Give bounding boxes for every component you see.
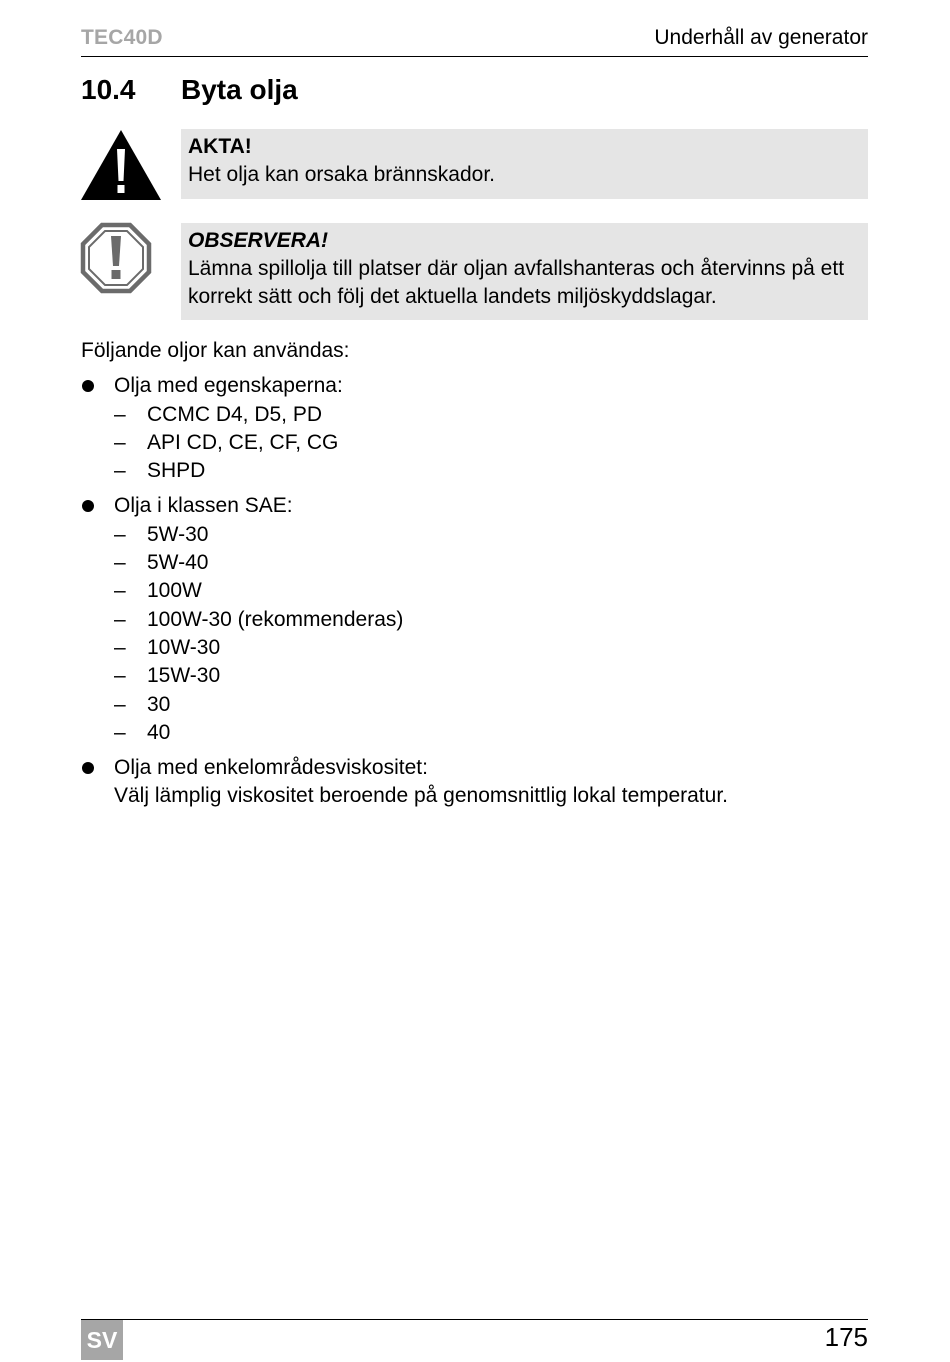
header-model: TEC40D <box>81 26 163 49</box>
warning-triangle-icon <box>80 129 162 201</box>
list-item <box>114 549 868 577</box>
warning-heading: AKTA! <box>188 135 252 158</box>
footer-divider <box>81 1319 868 1320</box>
list-item <box>114 577 868 605</box>
dash-mark: – <box>114 607 126 631</box>
list-item-text: 15W-30 <box>147 664 221 688</box>
list-item <box>114 662 868 690</box>
list-item-text: 30 <box>147 692 171 716</box>
list-item <box>114 606 868 634</box>
list-item-text: 100W <box>147 579 202 603</box>
dash-list <box>114 521 868 747</box>
list-item <box>114 401 868 429</box>
dash-mark: – <box>114 720 126 744</box>
warning-text: Het olja kan orsaka brännskador. <box>188 163 496 186</box>
section-title: Byta olja <box>181 74 298 105</box>
dash-mark: – <box>114 522 126 546</box>
dash-mark: – <box>114 402 126 426</box>
intro-text: Följande oljor kan användas: <box>81 339 350 362</box>
dash-list <box>114 401 868 486</box>
octagon-exclamation-icon <box>80 222 152 294</box>
list-item-text: 5W-30 <box>147 522 209 546</box>
language-badge: SV <box>81 1320 123 1360</box>
bullet-item <box>81 372 868 485</box>
list-item <box>114 719 868 747</box>
list-item <box>114 429 868 457</box>
dash-mark: – <box>114 664 126 688</box>
bullet-icon <box>82 762 94 774</box>
notice-text: Lämna spillolja till platser där oljan avfallshanteras och återvinns på ett korrekt sätt och följ det aktuella landets miljöskyddslagar. <box>188 257 845 308</box>
bullet-label: Olja med enkelområdesviskositet: <box>114 756 428 780</box>
bullet-icon <box>82 380 94 392</box>
bullet-label: Olja med egenskaperna: <box>114 374 343 398</box>
dash-mark: – <box>114 551 126 575</box>
dash-mark: – <box>114 579 126 603</box>
main-content <box>81 337 868 818</box>
list-item-text: CCMC D4, D5, PD <box>147 402 323 426</box>
section-number: 10.4 <box>81 74 136 105</box>
page-number: 175 <box>824 1322 868 1352</box>
notice-box <box>181 223 868 320</box>
header-divider <box>81 56 868 57</box>
list-item <box>114 634 868 662</box>
bullet-description: Välj lämplig viskositet beroende på genomsnittlig lokal temperatur. <box>114 784 728 808</box>
list-item-text: API CD, CE, CF, CG <box>147 430 339 454</box>
list-item <box>114 457 868 485</box>
list-item-text: 5W-40 <box>147 551 209 575</box>
header-section-title: Underhåll av generator <box>654 26 868 49</box>
list-item-text: 10W-30 <box>147 635 221 659</box>
warning-box <box>181 129 868 199</box>
dash-mark: – <box>114 635 126 659</box>
bullet-item <box>81 754 868 811</box>
notice-heading: OBSERVERA! <box>188 229 329 252</box>
list-item-text: SHPD <box>147 459 206 483</box>
list-item <box>114 521 868 549</box>
dash-mark: – <box>114 430 126 454</box>
list-item-text: 100W-30 (rekommenderas) <box>147 607 404 631</box>
bullet-label: Olja i klassen SAE: <box>114 494 293 518</box>
dash-mark: – <box>114 692 126 716</box>
list-item-text: 40 <box>147 720 171 744</box>
dash-mark: – <box>114 459 126 483</box>
list-item <box>114 691 868 719</box>
bullet-icon <box>82 500 94 512</box>
bullet-item <box>81 492 868 747</box>
